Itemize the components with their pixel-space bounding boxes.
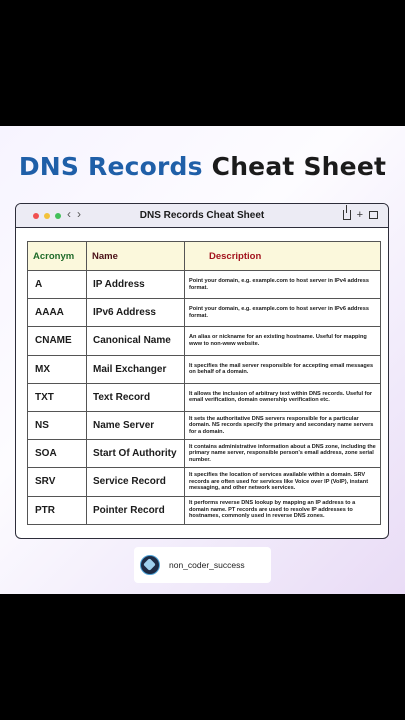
browser-window xyxy=(15,203,389,539)
description-cell: It sets the authoritative DNS servers responsible for a particular domain. NS records specify the primary and secondary name servers for a domain. xyxy=(185,411,381,439)
name-header: Name xyxy=(87,242,185,271)
page-title xyxy=(0,152,405,181)
description-header: Description xyxy=(185,242,381,271)
acronym-cell: SOA xyxy=(28,440,87,468)
table-row xyxy=(28,411,381,439)
acronym-cell: A xyxy=(28,271,87,299)
avatar xyxy=(140,555,160,575)
acronym-cell: TXT xyxy=(28,383,87,411)
window-titlebar xyxy=(16,204,388,228)
table-row xyxy=(28,271,381,299)
name-cell: Pointer Record xyxy=(87,496,185,524)
acronym-cell: CNAME xyxy=(28,327,87,355)
description-cell: Point your domain, e.g. example.com to host server in IPv4 address format. xyxy=(185,271,381,299)
description-cell: Point your domain, e.g. example.com to host server in IPv6 address format. xyxy=(185,299,381,327)
acronym-cell: NS xyxy=(28,411,87,439)
window-actions xyxy=(343,208,378,222)
cheat-sheet-card xyxy=(0,126,405,594)
name-cell: IP Address xyxy=(87,271,185,299)
creator-badge[interactable] xyxy=(134,547,271,583)
tabs-icon[interactable] xyxy=(369,211,378,219)
acronym-cell: MX xyxy=(28,355,87,383)
description-cell: It allows the inclusion of arbitrary text within DNS records. Useful for email verification, domain ownership verification etc. xyxy=(185,383,381,411)
share-icon[interactable] xyxy=(343,210,351,220)
description-cell: It specifies the mail server responsible for accepting email messages on behalf of a domain. xyxy=(185,355,381,383)
name-cell: Service Record xyxy=(87,468,185,496)
table-row xyxy=(28,468,381,496)
back-arrow-icon[interactable]: ‹ xyxy=(67,207,71,221)
name-cell: Name Server xyxy=(87,411,185,439)
description-cell: It performs reverse DNS lookup by mapping an IP address to a domain name. PT records are used to resolve IP addresses to hostnames, commonly used in reverse DNS zones. xyxy=(185,496,381,524)
name-cell: IPv6 Address xyxy=(87,299,185,327)
name-cell: Mail Exchanger xyxy=(87,355,185,383)
table-header-row xyxy=(28,242,381,271)
description-cell: It contains administrative information about a DNS zone, including the primary name server, responsible person's email address, zone serial number. xyxy=(185,440,381,468)
description-cell: It specifies the location of services available within a domain. SRV records are often used for services like Voice over IP (VoIP), instant messaging, and other network services. xyxy=(185,468,381,496)
title-rest: Cheat Sheet xyxy=(211,152,387,181)
table-row xyxy=(28,327,381,355)
name-cell: Text Record xyxy=(87,383,185,411)
window-title: DNS Records Cheat Sheet xyxy=(139,210,265,221)
name-cell: Start Of Authority xyxy=(87,440,185,468)
table-row xyxy=(28,440,381,468)
creator-handle: non_coder_success xyxy=(169,560,245,570)
acronym-cell: AAAA xyxy=(28,299,87,327)
table-row xyxy=(28,383,381,411)
table-row xyxy=(28,355,381,383)
dns-records-table xyxy=(27,241,381,525)
table-row xyxy=(28,299,381,327)
acronym-header: Acronym xyxy=(28,242,87,271)
table-row xyxy=(28,496,381,524)
title-highlight: DNS Records xyxy=(18,152,203,181)
plus-icon[interactable]: + xyxy=(356,209,363,221)
acronym-cell: SRV xyxy=(28,468,87,496)
acronym-cell: PTR xyxy=(28,496,87,524)
name-cell: Canonical Name xyxy=(87,327,185,355)
forward-arrow-icon[interactable]: › xyxy=(77,207,81,221)
description-cell: An alias or nickname for an existing hostname. Useful for mapping www to non-www website. xyxy=(185,327,381,355)
